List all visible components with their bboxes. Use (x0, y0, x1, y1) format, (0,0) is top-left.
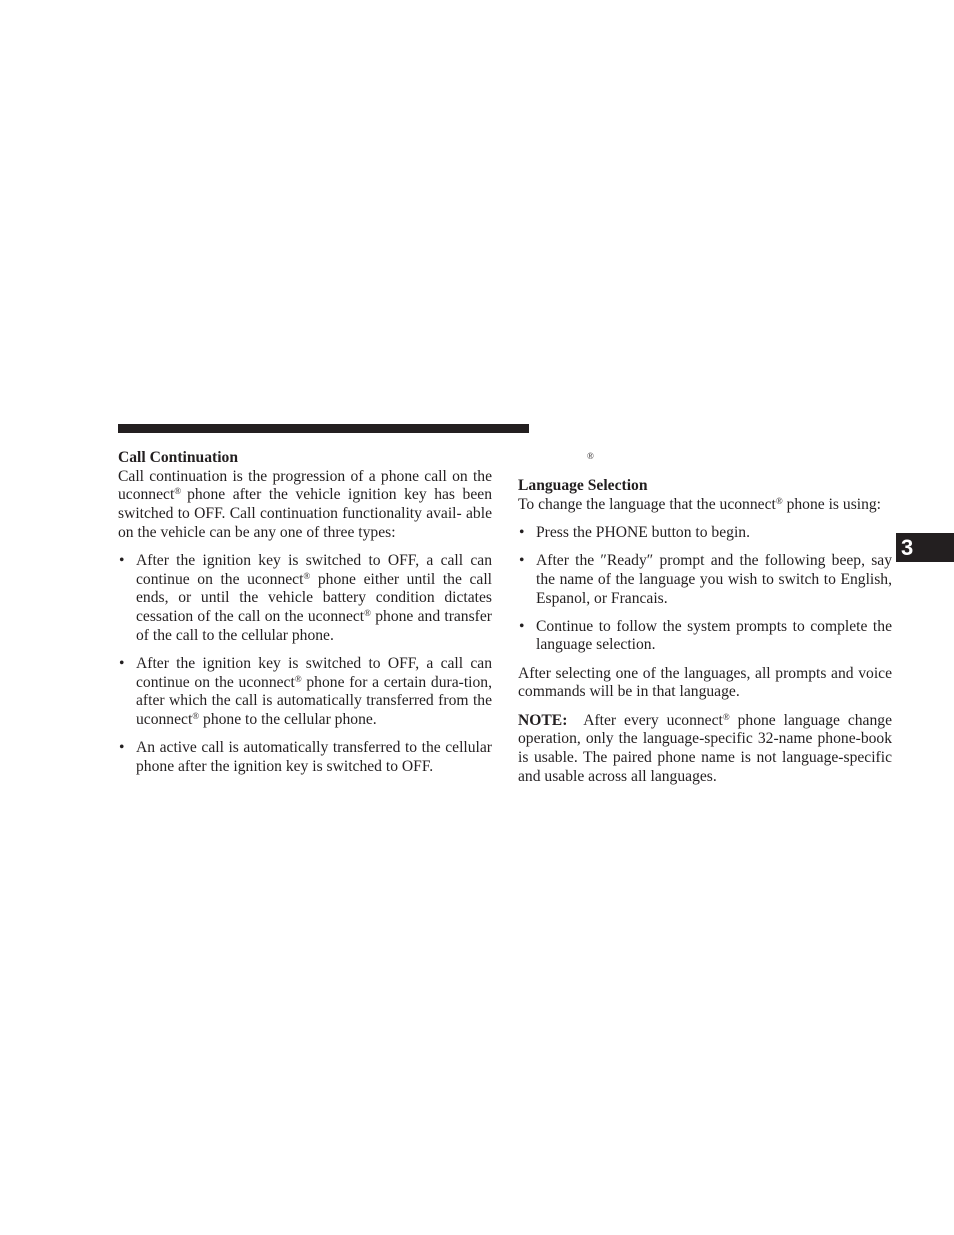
language-selection-heading: Language Selection (518, 477, 648, 494)
list-item: • Continue to follow the system prompts to complete the language selection. (519, 617, 892, 654)
note-label: NOTE: (518, 711, 568, 729)
registered-mark: ® (587, 451, 594, 461)
bullet-mark: • (519, 617, 525, 635)
bullet-mark: • (519, 552, 525, 570)
language-after-text: After selecting one of the languages, all prompts and voice commands will be in that language. (518, 664, 892, 701)
left-column (118, 449, 492, 786)
bullet-mark: • (119, 655, 125, 673)
bullet-mark: • (519, 523, 525, 541)
language-note: NOTE: After every uconnect® phone language change operation, only the language-specific 32-name phone-book is usable. The paired phone name is not language-specific and usable across all languages. (518, 711, 892, 785)
call-continuation-intro: Call continuation is the progression of a phone call on the uconnect® phone after the vehicle ignition key has been switched to OFF. Call continuation functionality avail- able on the vehicle can be any one of three types: (118, 467, 492, 541)
list-item: • After the ″Ready″ prompt and the following beep, say the name of the language you wish to switch to English, Espanol, or Francais. (519, 552, 892, 607)
list-item: • An active call is automatically transferred to the cellular phone after the ignition key is switched to OFF. (119, 739, 492, 776)
language-selection-list (518, 524, 892, 655)
chapter-tab (896, 533, 954, 562)
chapter-number: 3 (901, 535, 914, 560)
language-selection-intro: To change the language that the uconnect® phone is using: (518, 495, 882, 513)
bullet-mark: • (119, 739, 125, 757)
list-item: • After the ignition key is switched to OFF, a call can continue on the uconnect® phone for a certain dura-tion, after which the call is automatically transferred from the uconnect® phone to the cellular phone. (119, 655, 492, 729)
list-item: • Press the PHONE button to begin. (519, 523, 750, 541)
section-rule (118, 424, 529, 433)
call-continuation-list (118, 552, 492, 777)
bullet-mark: • (119, 552, 125, 570)
list-item: • After the ignition key is switched to OFF, a call can continue on the uconnect® phone either until the call ends, or until the vehicle battery condition dictates cessation of the call on the uconnect® phone and transfer of the call to the cellular phone. (119, 552, 492, 644)
call-continuation-heading: Call Continuation (118, 449, 239, 466)
right-column (518, 477, 892, 796)
